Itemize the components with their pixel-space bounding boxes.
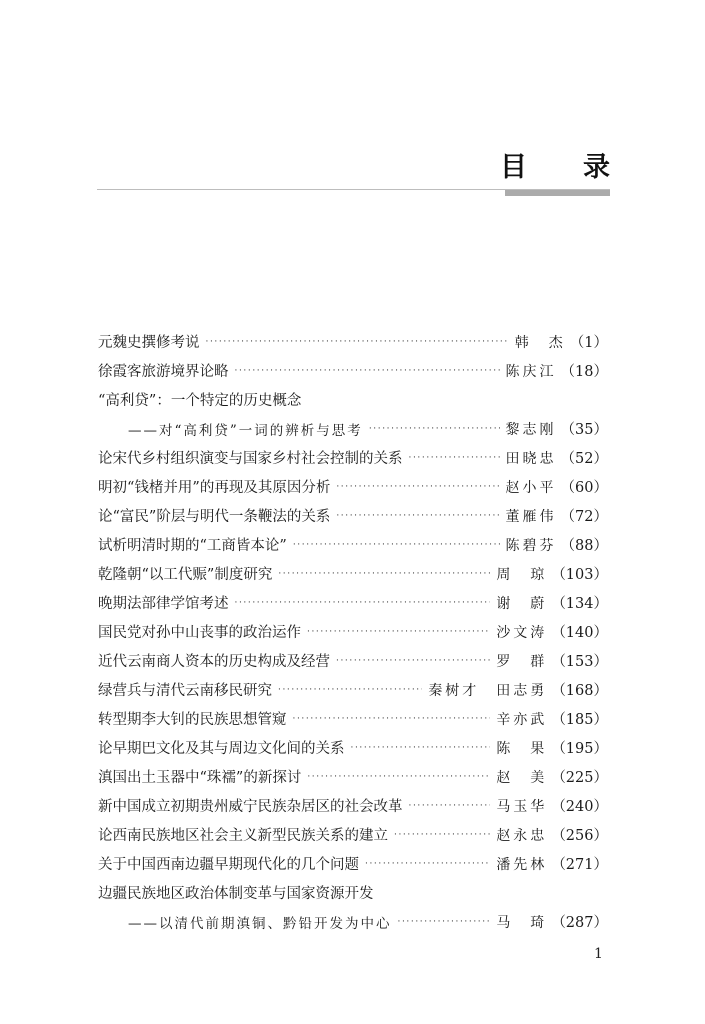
dot-leader bbox=[307, 770, 490, 784]
toc-title: 晚期法部律学馆考述 bbox=[98, 596, 229, 612]
toc-entry[interactable] bbox=[98, 501, 608, 530]
toc-title: 论“富民”阶层与明代一条鞭法的关系 bbox=[98, 509, 331, 525]
toc-title: 论宋代乡村组织演变与国家乡村社会控制的关系 bbox=[98, 451, 403, 467]
dot-leader bbox=[365, 857, 490, 871]
dot-leader bbox=[293, 712, 491, 726]
dot-leader bbox=[409, 799, 491, 813]
toc-page: （88） bbox=[560, 538, 608, 554]
toc-entry[interactable] bbox=[98, 414, 608, 443]
toc-subtitle: ——对“高利贷”一词的辨析与思考 bbox=[128, 422, 363, 439]
toc-title: 新中国成立初期贵州威宁民族杂居区的社会改革 bbox=[98, 799, 403, 815]
toc-entry[interactable] bbox=[98, 588, 608, 617]
dot-leader bbox=[369, 422, 500, 436]
title-char-2: 录 bbox=[583, 152, 610, 183]
toc-entry[interactable] bbox=[98, 385, 608, 414]
dot-leader bbox=[307, 625, 490, 639]
toc-author: 谢 蔚 bbox=[496, 595, 548, 612]
toc-author: 黎志刚 bbox=[505, 421, 557, 438]
toc-entry[interactable] bbox=[98, 617, 608, 646]
toc-entry[interactable] bbox=[98, 791, 608, 820]
toc-page: （287） bbox=[551, 915, 608, 931]
toc-title: 徐霞客旅游境界论略 bbox=[98, 364, 229, 380]
toc-page: （52） bbox=[560, 451, 608, 467]
toc-title: 绿营兵与清代云南移民研究 bbox=[98, 683, 272, 699]
toc-entry[interactable] bbox=[98, 356, 608, 385]
toc-author: 周 琼 bbox=[496, 566, 548, 583]
toc-author: 韩 杰 bbox=[514, 334, 566, 351]
toc-entry[interactable] bbox=[98, 878, 608, 907]
dot-leader bbox=[409, 451, 500, 465]
dot-leader bbox=[336, 654, 490, 668]
toc-entry[interactable] bbox=[98, 849, 608, 878]
dot-leader bbox=[394, 828, 490, 842]
toc-author: 潘先林 bbox=[496, 856, 548, 873]
toc-entry[interactable] bbox=[98, 704, 608, 733]
toc-page: （35） bbox=[560, 422, 608, 438]
toc-entry[interactable] bbox=[98, 820, 608, 849]
toc-page: （134） bbox=[551, 596, 608, 612]
toc-entry[interactable] bbox=[98, 443, 608, 472]
toc-author: 秦树才 田志勇 bbox=[428, 682, 548, 699]
toc-entry[interactable] bbox=[98, 675, 608, 704]
toc-page: （168） bbox=[551, 683, 608, 699]
dot-leader bbox=[278, 567, 490, 581]
toc-author: 陈碧芬 bbox=[505, 537, 557, 554]
toc-title: “高利贷”：一个特定的历史概念 bbox=[98, 393, 302, 409]
toc-title: 明初“钱楮并用”的再现及其原因分析 bbox=[98, 480, 331, 496]
toc-entry[interactable] bbox=[98, 907, 608, 936]
toc-entry[interactable] bbox=[98, 646, 608, 675]
page-title bbox=[500, 150, 610, 186]
toc-page: （240） bbox=[551, 799, 608, 815]
toc-entry[interactable] bbox=[98, 327, 608, 356]
toc-author: 赵小平 bbox=[505, 479, 557, 496]
toc-page: （18） bbox=[560, 364, 608, 380]
toc-author: 董雁伟 bbox=[505, 508, 557, 525]
header-rule-accent bbox=[505, 190, 610, 196]
toc-entry[interactable] bbox=[98, 530, 608, 559]
toc-title: 关于中国西南边疆早期现代化的几个问题 bbox=[98, 857, 359, 873]
dot-leader bbox=[351, 741, 491, 755]
toc-title: 边疆民族地区政治体制变革与国家资源开发 bbox=[98, 886, 374, 902]
toc-page: （185） bbox=[551, 712, 608, 728]
toc-page: （225） bbox=[551, 770, 608, 786]
toc-entry[interactable] bbox=[98, 762, 608, 791]
toc-author: 陈 果 bbox=[496, 740, 548, 757]
toc-subtitle: ——以清代前期滇铜、黔铅开发为中心 bbox=[128, 915, 392, 932]
dot-leader bbox=[235, 364, 500, 378]
toc-title: 论早期巴文化及其与周边文化间的关系 bbox=[98, 741, 345, 757]
title-char-1: 目 bbox=[500, 152, 527, 183]
toc-author: 罗 群 bbox=[496, 653, 548, 670]
toc-page: （153） bbox=[551, 654, 608, 670]
toc-title: 滇国出土玉器中“珠襦”的新探讨 bbox=[98, 770, 302, 786]
toc-page: （195） bbox=[551, 741, 608, 757]
dot-leader bbox=[336, 509, 499, 523]
toc-entry[interactable] bbox=[98, 733, 608, 762]
toc-author: 沙文涛 bbox=[496, 624, 548, 641]
toc-author: 辛亦武 bbox=[496, 711, 548, 728]
toc-page: （140） bbox=[551, 625, 608, 641]
toc-author: 田晓忠 bbox=[505, 450, 557, 467]
toc-entry[interactable] bbox=[98, 559, 608, 588]
toc-author: 陈庆江 bbox=[505, 363, 557, 380]
toc-title: 国民党对孙中山丧事的政治运作 bbox=[98, 625, 301, 641]
toc-author: 赵永忠 bbox=[496, 827, 548, 844]
dot-leader bbox=[206, 335, 509, 349]
toc-title: 近代云南商人资本的历史构成及经营 bbox=[98, 654, 330, 670]
toc-title: 试析明清时期的“工商皆本论” bbox=[98, 538, 287, 554]
toc-page: （1） bbox=[569, 335, 608, 351]
toc-title: 元魏史撰修考说 bbox=[98, 335, 200, 351]
dot-leader bbox=[235, 596, 491, 610]
dot-leader bbox=[278, 683, 422, 697]
toc-page: （60） bbox=[560, 480, 608, 496]
toc-page: （103） bbox=[551, 567, 608, 583]
table-of-contents bbox=[98, 327, 608, 936]
toc-page: （256） bbox=[551, 828, 608, 844]
toc-entry[interactable] bbox=[98, 472, 608, 501]
toc-author: 马 琦 bbox=[496, 914, 548, 931]
dot-leader bbox=[336, 480, 499, 494]
toc-author: 马玉华 bbox=[496, 798, 548, 815]
toc-title: 转型期李大钊的民族思想管窥 bbox=[98, 712, 287, 728]
toc-page: （72） bbox=[560, 509, 608, 525]
toc-title: 论西南民族地区社会主义新型民族关系的建立 bbox=[98, 828, 388, 844]
dot-leader bbox=[293, 538, 500, 552]
dot-leader bbox=[398, 915, 491, 929]
page-number: 1 bbox=[594, 946, 603, 962]
toc-author: 赵 美 bbox=[496, 769, 548, 786]
toc-page: （271） bbox=[551, 857, 608, 873]
toc-title: 乾隆朝“以工代赈”制度研究 bbox=[98, 567, 273, 583]
